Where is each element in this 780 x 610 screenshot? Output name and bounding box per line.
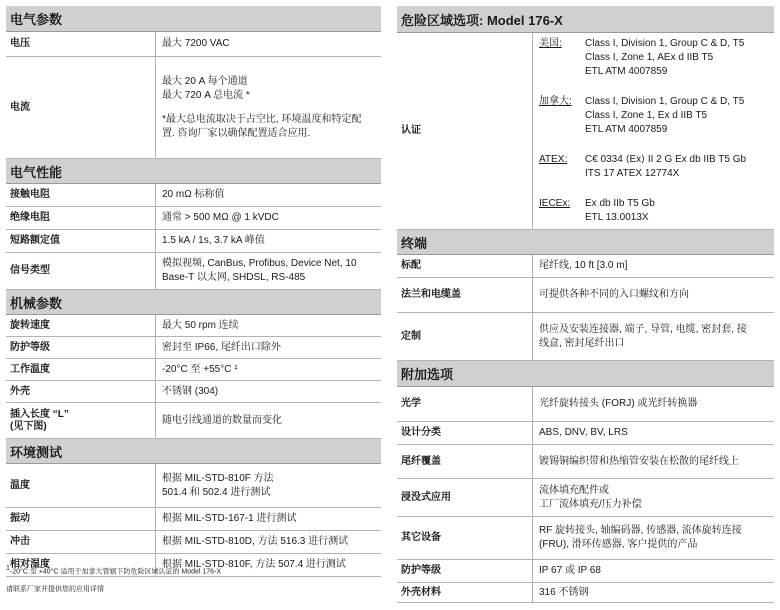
electrical-perf-header: 电气性能 bbox=[6, 159, 381, 184]
current-line-2: 最大 720 A 总电流 * bbox=[162, 89, 250, 101]
spec-label: 外壳 bbox=[6, 381, 156, 402]
extras-header: 附加选项 bbox=[397, 361, 774, 387]
spec-label: 相对湿度 bbox=[6, 554, 156, 576]
spec-label: 法兰和电缆盖 bbox=[397, 278, 533, 312]
custom-line-1: 供应及安装连接器, 端子, 导管, 电缆, 密封套, 接 bbox=[539, 323, 747, 335]
current-line-1: 最大 20 A 每个通道 bbox=[162, 75, 248, 87]
spec-row bbox=[397, 422, 774, 445]
spec-label: 振动 bbox=[6, 508, 156, 530]
spec-value bbox=[156, 464, 280, 507]
spec-value bbox=[156, 57, 367, 158]
cert-country: 加拿大: bbox=[539, 96, 572, 107]
cert-canada bbox=[539, 95, 746, 137]
spec-value: 根据 MIL-STD-810D, 方法 516.3 进行测试 bbox=[162, 536, 349, 547]
spec-row bbox=[6, 508, 381, 531]
right-spec-column bbox=[397, 6, 774, 603]
spec-label: 标配 bbox=[397, 255, 533, 277]
cert-line: C€ 0334 ⟨Ex⟩ II 2 G Ex db IIB T5 Gb bbox=[585, 154, 747, 165]
spec-label: 插入长度 “L” (见下图) bbox=[6, 403, 156, 438]
spec-row bbox=[6, 207, 381, 230]
cert-line: Class I, Division 1, Group C & D, T5 bbox=[585, 96, 745, 107]
cert-line: ITS 17 ATEX 12774X bbox=[585, 168, 680, 179]
spec-label: 接触电阻 bbox=[6, 184, 156, 206]
spec-value: 最大 7200 VAC bbox=[162, 38, 230, 49]
spec-value bbox=[156, 253, 363, 289]
spec-label: 尾纤覆盖 bbox=[397, 445, 533, 478]
spec-row-custom bbox=[397, 313, 774, 361]
current-note-2: 置. 咨询厂家以确保配置适合应用. bbox=[162, 127, 311, 139]
spec-row-insertion bbox=[6, 403, 381, 439]
cert-line: Class I, Zone 1, Ex d IIB T5 bbox=[585, 110, 708, 121]
spec-row bbox=[397, 387, 774, 422]
spec-row bbox=[397, 583, 774, 603]
spec-label: 工作温度 bbox=[6, 359, 156, 380]
spec-row-voltage bbox=[6, 32, 381, 57]
other-line-2: (FRU), 滑环传感器, 客户提供的产品 bbox=[539, 539, 698, 550]
other-line-1: RF 旋转接头, 轴编码器, 传感器, 流体旋转连接 bbox=[539, 525, 742, 536]
cert-usa bbox=[539, 37, 746, 79]
cert-atex bbox=[539, 153, 746, 181]
footnote-1 bbox=[6, 565, 221, 576]
temp-line-2: 501.4 和 502.4 进行测试 bbox=[162, 486, 271, 498]
spec-row-immersion bbox=[397, 479, 774, 517]
termination-header: 终端 bbox=[397, 230, 774, 255]
spec-label: 绝缘电阻 bbox=[6, 207, 156, 229]
spec-row bbox=[397, 445, 774, 479]
spec-label: 光学 bbox=[397, 387, 533, 421]
cert-line: Ex db IIb T5 Gb bbox=[585, 198, 655, 209]
spec-value: ABS, DNV, BV, LRS bbox=[539, 427, 628, 438]
current-note-1: *最大总电流取决于占空比, 环境温度和特定配 bbox=[162, 113, 362, 125]
spec-row bbox=[6, 531, 381, 554]
cert-line: ETL ATM 4007859 bbox=[585, 124, 668, 135]
spec-value bbox=[533, 313, 753, 360]
spec-row bbox=[397, 560, 774, 583]
spec-value: 随电引线通道的数量而变化 bbox=[162, 414, 282, 426]
spec-row bbox=[6, 381, 381, 403]
spec-value: -20°C 至 +55°C ¹ bbox=[162, 363, 238, 375]
spec-value: IP 67 或 IP 68 bbox=[539, 565, 601, 576]
cert-iecex bbox=[539, 197, 746, 225]
environment-header: 环境测试 bbox=[6, 439, 381, 464]
spec-label: 认证 bbox=[397, 33, 533, 229]
spec-row bbox=[6, 315, 381, 337]
spec-row-temp bbox=[6, 464, 381, 508]
spec-label: 信号类型 bbox=[6, 253, 156, 289]
spec-row-current bbox=[6, 57, 381, 159]
spec-row-certification bbox=[397, 33, 774, 230]
left-spec-column bbox=[6, 6, 381, 577]
footnote-marker: 1 bbox=[6, 565, 10, 572]
immersion-line-1: 流体填充配件或 bbox=[539, 484, 609, 496]
cert-country: IECEx: bbox=[539, 198, 571, 209]
footnote-1-text: -20°C 至 +40°C 适用于加拿大管辖下防危险区域认证的 Model 176-X bbox=[9, 568, 222, 576]
spec-value: 316 不锈钢 bbox=[539, 586, 589, 598]
hazard-header: 危险区域选项: Model 176-X bbox=[397, 6, 774, 33]
spec-value: 尾纤线, 10 ft [3.0 m] bbox=[539, 260, 628, 271]
cert-line: Class I, Zone 1, AEx d IIB T5 bbox=[585, 52, 714, 63]
mechanical-header: 机械参数 bbox=[6, 290, 381, 315]
spec-label: 防护等级 bbox=[6, 337, 156, 358]
spec-row bbox=[397, 278, 774, 313]
spec-value: 根据 MIL-STD-167-1 进行测试 bbox=[162, 513, 297, 524]
spec-value: 镀锡铜编织带和热缩管安装在松散的尾纤线上 bbox=[539, 455, 739, 467]
spec-value: 最大 50 rpm 连续 bbox=[162, 319, 239, 331]
spec-row-other bbox=[397, 517, 774, 560]
spec-label: 浸没式应用 bbox=[397, 479, 533, 516]
custom-line-2: 线盒, 密封尾纤出口 bbox=[539, 337, 625, 349]
spec-value: 根据 MIL-STD-810F, 方法 507.4 进行测试 bbox=[162, 559, 346, 570]
spec-row bbox=[6, 230, 381, 253]
cert-line: ETL 13.0013X bbox=[585, 212, 649, 223]
temp-line-1: 根据 MIL-STD-810F 方法 bbox=[162, 472, 274, 484]
footnote-2: 请联系厂家并提供您的应用详情 bbox=[6, 586, 104, 593]
spec-value: 通常 > 500 MΩ @ 1 kVDC bbox=[162, 212, 279, 223]
spec-value: 可提供各种不同的入口螺纹和方向 bbox=[539, 289, 689, 300]
cert-country: 美国: bbox=[539, 38, 562, 49]
spec-value: 20 mΩ 标称值 bbox=[162, 189, 225, 200]
spec-label: 设计分类 bbox=[397, 422, 533, 444]
spec-label: 冲击 bbox=[6, 531, 156, 553]
spec-value bbox=[533, 517, 748, 559]
spec-label: 电流 bbox=[6, 57, 156, 158]
spec-row bbox=[6, 337, 381, 359]
spec-value: 1.5 kA / 1s, 3.7 kA 峰值 bbox=[162, 235, 265, 246]
spec-label: 定制 bbox=[397, 313, 533, 360]
immersion-line-2: 工厂流体填充/压力补偿 bbox=[539, 498, 642, 510]
cert-line: ETL ATM 4007859 bbox=[585, 66, 668, 77]
spec-row bbox=[397, 255, 774, 278]
cert-line: Class I, Division 1, Group C & D, T5 bbox=[585, 38, 745, 49]
spec-value bbox=[533, 479, 648, 516]
spec-row bbox=[6, 184, 381, 207]
spec-row bbox=[6, 359, 381, 381]
spec-label: 防护等级 bbox=[397, 560, 533, 582]
spec-label: 短路额定值 bbox=[6, 230, 156, 252]
spec-label: 外壳材料 bbox=[397, 583, 533, 602]
signal-line-1: 模拟视频, CanBus, Profibus, Device Net, 10 bbox=[162, 258, 357, 269]
spec-value: 密封至 IP66, 尾纤出口除外 bbox=[162, 341, 281, 353]
spec-label: 其它设备 bbox=[397, 517, 533, 559]
electrical-params-header: 电气参数 bbox=[6, 6, 381, 32]
spec-value bbox=[533, 33, 752, 229]
spec-value: 光纤旋转接头 (FORJ) 或光纤转换器 bbox=[539, 398, 698, 409]
spec-row-signal bbox=[6, 253, 381, 290]
signal-line-2: Base-T 以太网, SHDSL, RS-485 bbox=[162, 272, 306, 283]
spec-label: 旋转速度 bbox=[6, 315, 156, 336]
spec-label: 电压 bbox=[6, 32, 156, 56]
spec-label: 温度 bbox=[6, 464, 156, 507]
cert-country: ATEX: bbox=[539, 154, 568, 165]
spec-value: 不锈钢 (304) bbox=[162, 385, 219, 397]
